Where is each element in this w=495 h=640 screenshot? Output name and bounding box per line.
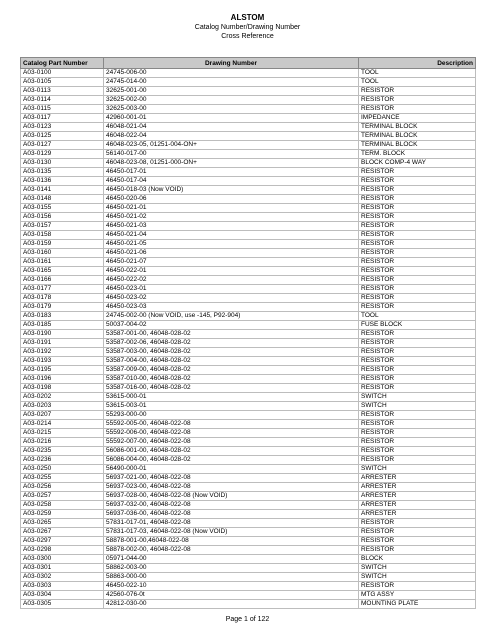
catalog-part-number-cell: A03-0215 xyxy=(21,429,104,438)
table-row xyxy=(21,339,476,348)
catalog-part-number-cell: A03-0256 xyxy=(21,483,104,492)
catalog-part-number-cell: A03-0301 xyxy=(21,564,104,573)
table-body xyxy=(21,69,476,609)
table-row xyxy=(21,132,476,141)
table-row xyxy=(21,330,476,339)
catalog-part-number-cell: A03-0135 xyxy=(21,168,104,177)
description-cell: SWITCH xyxy=(359,573,476,582)
catalog-part-number-cell: A03-0202 xyxy=(21,393,104,402)
catalog-part-number-cell: A03-0191 xyxy=(21,339,104,348)
document-header xyxy=(0,13,495,41)
table-header-row xyxy=(21,58,476,69)
drawing-number-cell: 46450-017-04 xyxy=(104,177,359,186)
drawing-number-cell: 42812-030-00 xyxy=(104,600,359,609)
catalog-part-number-cell: A03-0155 xyxy=(21,204,104,213)
description-cell: SWITCH xyxy=(359,393,476,402)
description-cell: RESISTOR xyxy=(359,285,476,294)
catalog-part-number-cell: A03-0235 xyxy=(21,447,104,456)
drawing-number-cell: 55592-007-00, 46048-022-08 xyxy=(104,438,359,447)
description-cell: RESISTOR xyxy=(359,240,476,249)
table-row xyxy=(21,96,476,105)
description-cell: RESISTOR xyxy=(359,204,476,213)
column-header-catalog-part-number: Catalog Part Number xyxy=(21,58,104,69)
catalog-part-number-cell: A03-0304 xyxy=(21,591,104,600)
drawing-number-cell: 58862-003-00 xyxy=(104,564,359,573)
table-row xyxy=(21,573,476,582)
drawing-number-cell: 24745-002-00 (Now VOID, use -145, P92-904) xyxy=(104,312,359,321)
catalog-part-number-cell: A03-0195 xyxy=(21,366,104,375)
drawing-number-cell: 32625-001-00 xyxy=(104,87,359,96)
drawing-number-cell: 56937-036-00, 46048-022-08 xyxy=(104,510,359,519)
drawing-number-cell: 50037-004-02 xyxy=(104,321,359,330)
table-row xyxy=(21,78,476,87)
table-row xyxy=(21,402,476,411)
table-row xyxy=(21,159,476,168)
catalog-part-number-cell: A03-0158 xyxy=(21,231,104,240)
catalog-part-number-cell: A03-0257 xyxy=(21,492,104,501)
table-row xyxy=(21,447,476,456)
catalog-part-number-cell: A03-0115 xyxy=(21,105,104,114)
table-row xyxy=(21,600,476,609)
table-row xyxy=(21,123,476,132)
drawing-number-cell: 46450-022-02 xyxy=(104,276,359,285)
description-cell: RESISTOR xyxy=(359,447,476,456)
catalog-part-number-cell: A03-0265 xyxy=(21,519,104,528)
drawing-number-cell: 53587-009-00, 46048-028-02 xyxy=(104,366,359,375)
description-cell: RESISTOR xyxy=(359,582,476,591)
table-row xyxy=(21,312,476,321)
description-cell: RESISTOR xyxy=(359,519,476,528)
drawing-number-cell: 46450-021-01 xyxy=(104,204,359,213)
catalog-part-number-cell: A03-0177 xyxy=(21,285,104,294)
catalog-part-number-cell: A03-0198 xyxy=(21,384,104,393)
table-row xyxy=(21,204,476,213)
description-cell: SWITCH xyxy=(359,564,476,573)
description-cell: RESISTOR xyxy=(359,276,476,285)
catalog-part-number-cell: A03-0207 xyxy=(21,411,104,420)
catalog-part-number-cell: A03-0203 xyxy=(21,402,104,411)
drawing-number-cell: 53615-000-01 xyxy=(104,393,359,402)
catalog-part-number-cell: A03-0166 xyxy=(21,276,104,285)
description-cell: ARRESTER xyxy=(359,483,476,492)
table-row xyxy=(21,456,476,465)
drawing-number-cell: 57831-017-01, 46048-022-08 xyxy=(104,519,359,528)
table-row xyxy=(21,420,476,429)
drawing-number-cell: 46450-023-03 xyxy=(104,303,359,312)
drawing-number-cell: 56937-032-00, 46048-022-08 xyxy=(104,501,359,510)
table-row xyxy=(21,474,476,483)
catalog-part-number-cell: A03-0136 xyxy=(21,177,104,186)
catalog-part-number-cell: A03-0127 xyxy=(21,141,104,150)
description-cell: RESISTOR xyxy=(359,267,476,276)
column-header-description: Description xyxy=(359,58,476,69)
table-row xyxy=(21,591,476,600)
description-cell: TERM. BLOCK xyxy=(359,150,476,159)
drawing-number-cell: 46450-023-02 xyxy=(104,294,359,303)
table-row xyxy=(21,150,476,159)
table-row xyxy=(21,510,476,519)
description-cell: TOOL xyxy=(359,312,476,321)
drawing-number-cell: 46450-021-07 xyxy=(104,258,359,267)
drawing-number-cell: 46450-021-04 xyxy=(104,231,359,240)
table-row xyxy=(21,231,476,240)
drawing-number-cell: 46450-022-01 xyxy=(104,267,359,276)
drawing-number-cell: 24745-006-00 xyxy=(104,69,359,78)
catalog-part-number-cell: A03-0255 xyxy=(21,474,104,483)
drawing-number-cell: 53587-004-00, 46048-028-02 xyxy=(104,357,359,366)
description-cell: SWITCH xyxy=(359,402,476,411)
description-cell: RESISTOR xyxy=(359,96,476,105)
drawing-number-cell: 53587-002-06, 46048-028-02 xyxy=(104,339,359,348)
drawing-number-cell: 55293-000-00 xyxy=(104,411,359,420)
table-row xyxy=(21,303,476,312)
table-row xyxy=(21,213,476,222)
description-cell: FUSE BLOCK xyxy=(359,321,476,330)
drawing-number-cell: 56490-000-01 xyxy=(104,465,359,474)
table-row xyxy=(21,222,476,231)
description-cell: RESISTOR xyxy=(359,294,476,303)
catalog-part-number-cell: A03-0130 xyxy=(21,159,104,168)
description-cell: RESISTOR xyxy=(359,249,476,258)
description-cell: RESISTOR xyxy=(359,528,476,537)
drawing-number-cell: 32625-003-00 xyxy=(104,105,359,114)
description-cell: RESISTOR xyxy=(359,546,476,555)
description-cell: ARRESTER xyxy=(359,501,476,510)
drawing-number-cell: 55592-006-00, 46048-022-08 xyxy=(104,429,359,438)
description-cell: RESISTOR xyxy=(359,303,476,312)
description-cell: RESISTOR xyxy=(359,195,476,204)
catalog-part-number-cell: A03-0178 xyxy=(21,294,104,303)
drawing-number-cell: 05971-044-00 xyxy=(104,555,359,564)
drawing-number-cell: 46048-022-04 xyxy=(104,132,359,141)
description-cell: RESISTOR xyxy=(359,438,476,447)
catalog-part-number-cell: A03-0165 xyxy=(21,267,104,276)
catalog-part-number-cell: A03-0113 xyxy=(21,87,104,96)
description-cell: RESISTOR xyxy=(359,384,476,393)
catalog-part-number-cell: A03-0100 xyxy=(21,69,104,78)
table-row xyxy=(21,357,476,366)
table-row xyxy=(21,375,476,384)
table-row xyxy=(21,177,476,186)
description-cell: BLOCK COMP-4 WAY xyxy=(359,159,476,168)
catalog-part-number-cell: A03-0141 xyxy=(21,186,104,195)
table-row xyxy=(21,429,476,438)
description-cell: TERMINAL BLOCK xyxy=(359,141,476,150)
catalog-part-number-cell: A03-0250 xyxy=(21,465,104,474)
table-row xyxy=(21,384,476,393)
page-number: Page 1 of 122 xyxy=(225,616,270,623)
drawing-number-cell: 46450-021-06 xyxy=(104,249,359,258)
table-row xyxy=(21,528,476,537)
description-cell: RESISTOR xyxy=(359,429,476,438)
drawing-number-cell: 53587-016-00, 46048-028-02 xyxy=(104,384,359,393)
drawing-number-cell: 56937-023-00, 46048-022-08 xyxy=(104,483,359,492)
description-cell: SWITCH xyxy=(359,465,476,474)
table-row xyxy=(21,267,476,276)
table-row xyxy=(21,492,476,501)
table-row xyxy=(21,294,476,303)
drawing-number-cell: 46450-023-01 xyxy=(104,285,359,294)
description-cell: RESISTOR xyxy=(359,168,476,177)
drawing-number-cell: 58878-002-00, 46048-022-08 xyxy=(104,546,359,555)
drawing-number-cell: 46450-021-05 xyxy=(104,240,359,249)
catalog-part-number-cell: A03-0214 xyxy=(21,420,104,429)
description-cell: ARRESTER xyxy=(359,510,476,519)
description-cell: RESISTOR xyxy=(359,258,476,267)
table-row xyxy=(21,186,476,195)
description-cell: RESISTOR xyxy=(359,177,476,186)
drawing-number-cell: 56086-001-00, 46048-028-02 xyxy=(104,447,359,456)
drawing-number-cell: 56937-028-00, 46048-022-08 (Now VOID) xyxy=(104,492,359,501)
description-cell: RESISTOR xyxy=(359,375,476,384)
table-row xyxy=(21,465,476,474)
description-cell: TERMINAL BLOCK xyxy=(359,123,476,132)
table-row xyxy=(21,483,476,492)
catalog-part-number-cell: A03-0160 xyxy=(21,249,104,258)
description-cell: MOUNTING PLATE xyxy=(359,600,476,609)
drawing-number-cell: 46048-021-04 xyxy=(104,123,359,132)
drawing-number-cell: 46450-021-02 xyxy=(104,213,359,222)
table-row xyxy=(21,537,476,546)
catalog-part-number-cell: A03-0258 xyxy=(21,501,104,510)
column-header-drawing-number: Drawing Number xyxy=(104,58,359,69)
drawing-number-cell: 55592-005-00, 46048-022-08 xyxy=(104,420,359,429)
table-row xyxy=(21,555,476,564)
catalog-part-number-cell: A03-0157 xyxy=(21,222,104,231)
table-row xyxy=(21,249,476,258)
drawing-number-cell: 24745-014-00 xyxy=(104,78,359,87)
description-cell: RESISTOR xyxy=(359,186,476,195)
table-row xyxy=(21,564,476,573)
drawing-number-cell: 58878-001-00,46048-022-08 xyxy=(104,537,359,546)
description-cell: RESISTOR xyxy=(359,411,476,420)
catalog-part-number-cell: A03-0259 xyxy=(21,510,104,519)
drawing-number-cell: 32625-002-00 xyxy=(104,96,359,105)
table-row xyxy=(21,546,476,555)
table-row xyxy=(21,87,476,96)
table-row xyxy=(21,195,476,204)
catalog-part-number-cell: A03-0123 xyxy=(21,123,104,132)
description-cell: RESISTOR xyxy=(359,456,476,465)
catalog-part-number-cell: A03-0114 xyxy=(21,96,104,105)
drawing-number-cell: 56937-021-00, 46048-022-08 xyxy=(104,474,359,483)
table-row xyxy=(21,168,476,177)
drawing-number-cell: 53615-003-01 xyxy=(104,402,359,411)
drawing-number-cell: 53587-003-00, 46048-028-02 xyxy=(104,348,359,357)
description-cell: RESISTOR xyxy=(359,330,476,339)
description-cell: RESISTOR xyxy=(359,87,476,96)
catalog-part-number-cell: A03-0193 xyxy=(21,357,104,366)
cross-reference-table xyxy=(20,57,476,609)
description-cell: IMPEDANCE xyxy=(359,114,476,123)
table-row xyxy=(21,519,476,528)
drawing-number-cell: 42960-001-01 xyxy=(104,114,359,123)
catalog-part-number-cell: A03-0183 xyxy=(21,312,104,321)
table-row xyxy=(21,411,476,420)
table-row xyxy=(21,348,476,357)
table-row xyxy=(21,366,476,375)
catalog-part-number-cell: A03-0216 xyxy=(21,438,104,447)
table-row xyxy=(21,582,476,591)
description-cell: BLOCK xyxy=(359,555,476,564)
drawing-number-cell: 46450-018-03 (Now VOID) xyxy=(104,186,359,195)
description-cell: RESISTOR xyxy=(359,420,476,429)
catalog-part-number-cell: A03-0267 xyxy=(21,528,104,537)
document-title: Catalog Number/Drawing Number xyxy=(194,24,301,31)
catalog-part-number-cell: A03-0117 xyxy=(21,114,104,123)
catalog-part-number-cell: A03-0303 xyxy=(21,582,104,591)
drawing-number-cell: 46450-020-06 xyxy=(104,195,359,204)
catalog-part-number-cell: A03-0156 xyxy=(21,213,104,222)
description-cell: ARRESTER xyxy=(359,492,476,501)
catalog-part-number-cell: A03-0129 xyxy=(21,150,104,159)
table-row xyxy=(21,501,476,510)
description-cell: RESISTOR xyxy=(359,366,476,375)
drawing-number-cell: 42560-076-0t xyxy=(104,591,359,600)
description-cell: MTG ASSY xyxy=(359,591,476,600)
description-cell: RESISTOR xyxy=(359,213,476,222)
catalog-part-number-cell: A03-0192 xyxy=(21,348,104,357)
catalog-part-number-cell: A03-0148 xyxy=(21,195,104,204)
catalog-part-number-cell: A03-0302 xyxy=(21,573,104,582)
drawing-number-cell: 57831-017-03, 46048-022-08 (Now VOID) xyxy=(104,528,359,537)
description-cell: RESISTOR xyxy=(359,222,476,231)
company-name: ALSTOM xyxy=(230,13,265,22)
drawing-number-cell: 46450-017-01 xyxy=(104,168,359,177)
catalog-part-number-cell: A03-0300 xyxy=(21,555,104,564)
table-row xyxy=(21,258,476,267)
catalog-part-number-cell: A03-0179 xyxy=(21,303,104,312)
description-cell: RESISTOR xyxy=(359,348,476,357)
drawing-number-cell: 46450-022-10 xyxy=(104,582,359,591)
table-row xyxy=(21,105,476,114)
catalog-part-number-cell: A03-0161 xyxy=(21,258,104,267)
table-row xyxy=(21,285,476,294)
table-row xyxy=(21,393,476,402)
description-cell: TOOL xyxy=(359,69,476,78)
description-cell: RESISTOR xyxy=(359,231,476,240)
table-row xyxy=(21,141,476,150)
drawing-number-cell: 56086-004-00, 46048-028-02 xyxy=(104,456,359,465)
drawing-number-cell: 46450-021-03 xyxy=(104,222,359,231)
catalog-part-number-cell: A03-0185 xyxy=(21,321,104,330)
description-cell: ARRESTER xyxy=(359,474,476,483)
drawing-number-cell: 58863-000-00 xyxy=(104,573,359,582)
description-cell: TERMINAL BLOCK xyxy=(359,132,476,141)
catalog-part-number-cell: A03-0125 xyxy=(21,132,104,141)
drawing-number-cell: 53587-010-00, 46048-028-02 xyxy=(104,375,359,384)
catalog-part-number-cell: A03-0236 xyxy=(21,456,104,465)
table-row xyxy=(21,438,476,447)
catalog-part-number-cell: A03-0190 xyxy=(21,330,104,339)
catalog-part-number-cell: A03-0159 xyxy=(21,240,104,249)
table-row xyxy=(21,321,476,330)
description-cell: RESISTOR xyxy=(359,537,476,546)
drawing-number-cell: 53587-001-00, 46048-028-02 xyxy=(104,330,359,339)
description-cell: RESISTOR xyxy=(359,357,476,366)
catalog-part-number-cell: A03-0298 xyxy=(21,546,104,555)
document-subtitle: Cross Reference xyxy=(221,33,274,40)
description-cell: RESISTOR xyxy=(359,105,476,114)
description-cell: TOOL xyxy=(359,78,476,87)
description-cell: RESISTOR xyxy=(359,339,476,348)
table-row xyxy=(21,69,476,78)
catalog-part-number-cell: A03-0105 xyxy=(21,78,104,87)
drawing-number-cell: 56140-017-00 xyxy=(104,150,359,159)
table-row xyxy=(21,276,476,285)
table-row xyxy=(21,240,476,249)
table-row xyxy=(21,114,476,123)
catalog-part-number-cell: A03-0196 xyxy=(21,375,104,384)
catalog-part-number-cell: A03-0297 xyxy=(21,537,104,546)
drawing-number-cell: 46048-023-08, 01251-000-ON+ xyxy=(104,159,359,168)
catalog-part-number-cell: A03-0305 xyxy=(21,600,104,609)
drawing-number-cell: 46048-023-05, 01251-004-ON+ xyxy=(104,141,359,150)
